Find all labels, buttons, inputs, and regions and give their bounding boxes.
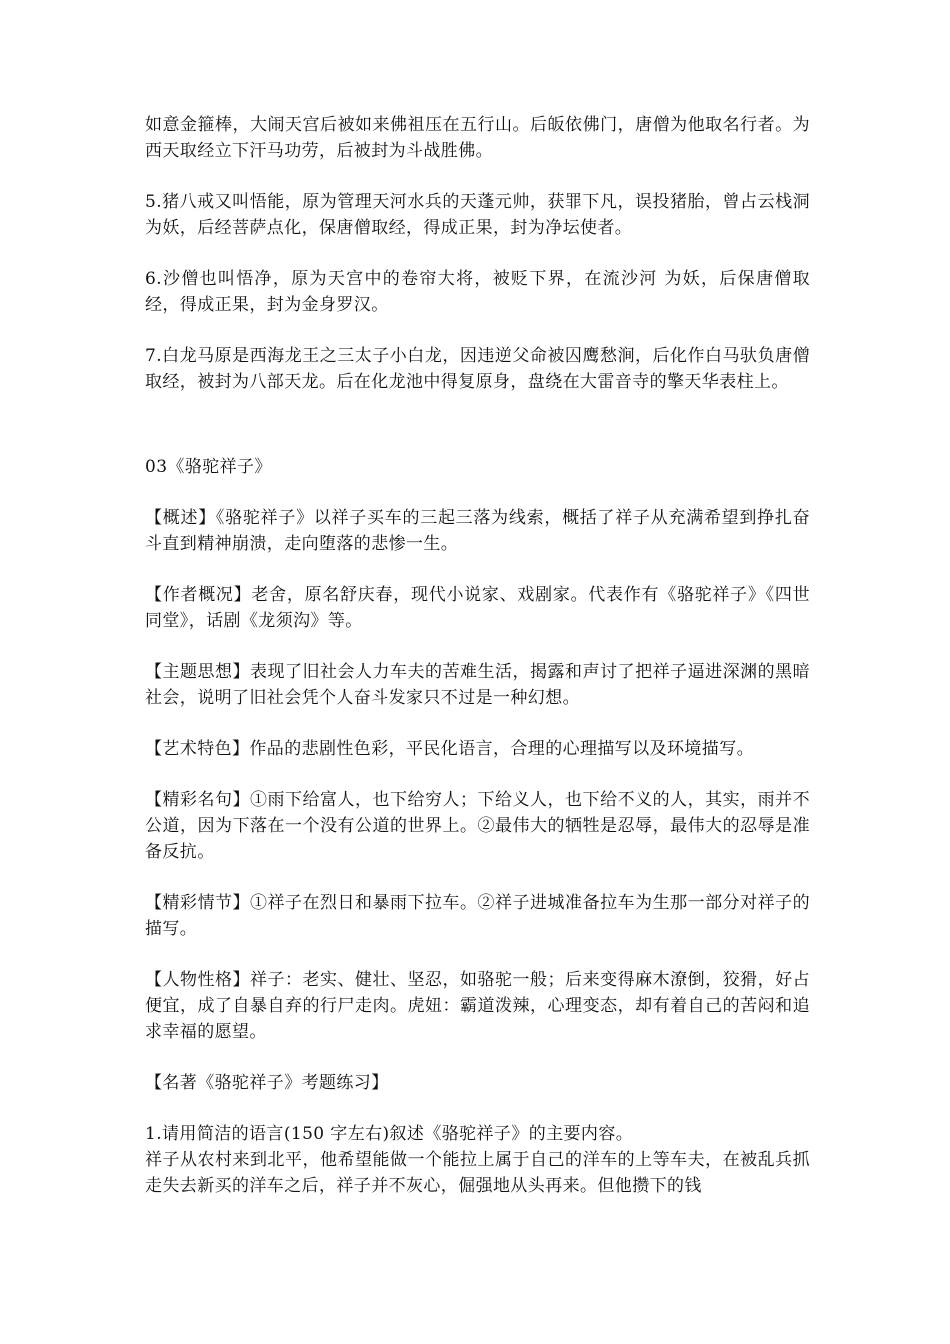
- section-title: 03《骆驼祥子》: [145, 457, 272, 477]
- question-1: 1.请用简洁的语言(150 字左右)叙述《骆驼祥子》的主要内容。: [145, 1124, 634, 1144]
- paragraph-characters: 【人物性格】祥子：老实、健壮、坚忍，如骆驼一般；后来变得麻木潦倒，狡猾，好占便宜，成了自暴自弃的行尸走肉。虎妞：霸道泼辣，心理变态，却有着自己的苦闷和追求幸福的愿望。: [145, 970, 810, 1042]
- exercise-title: 【名著《骆驼祥子》考题练习】: [145, 1073, 389, 1093]
- paragraph-art: 【艺术特色】作品的悲剧性色彩，平民化语言，合理的心理描写以及环境描写。: [145, 739, 754, 759]
- paragraph-white-dragon-horse: 7.白龙马原是西海龙王之三太子小白龙，因违逆父命被囚鹰愁涧，后化作白马驮负唐僧取经，被封为八部天龙。后在化龙池中得复原身，盘绕在大雷音寺的擎天华表柱上。: [145, 346, 810, 392]
- paragraph-plots: 【精彩情节】①祥子在烈日和暴雨下拉车。②祥子进城准备拉车为生那一部分对祥子的描写。: [145, 893, 810, 939]
- paragraph-sun-wukong: 如意金箍棒，大闹天宫后被如来佛祖压在五行山。后皈依佛门，唐僧为他取名行者。为西天取经立下汗马功劳，后被封为斗战胜佛。: [145, 115, 810, 161]
- paragraph-author: 【作者概况】老舍，原名舒庆春，现代小说家、戏剧家。代表作有《骆驼祥子》《四世同堂》，话剧《龙须沟》等。: [145, 585, 810, 631]
- answer-1: 祥子从农村来到北平，他希望能做一个能拉上属于自己的洋车的上等车夫，在被乱兵抓走失去新买的洋车之后，祥子并不灰心，倔强地从头再来。但他攒下的钱: [145, 1150, 810, 1196]
- paragraph-sha-seng: 6.沙僧也叫悟净，原为天宫中的卷帘大将，被贬下界，在流沙河 为妖，后保唐僧取经，得成正果，封为金身罗汉。: [145, 269, 810, 315]
- paragraph-zhu-bajie: 5.猪八戒又叫悟能，原为管理天河水兵的天蓬元帅，获罪下凡，误投猪胎，曾占云栈洞为妖，后经菩萨点化，保唐僧取经，得成正果，封为净坛使者。: [145, 192, 810, 238]
- paragraph-overview: 【概述】《骆驼祥子》以祥子买车的三起三落为线索，概括了祥子从充满希望到挣扎奋斗直到精神崩溃，走向堕落的悲惨一生。: [145, 508, 810, 554]
- paragraph-theme: 【主题思想】表现了旧社会人力车夫的苦难生活，揭露和声讨了把祥子逼进深渊的黑暗社会，说明了旧社会凭个人奋斗发家只不过是一种幻想。: [145, 662, 810, 708]
- paragraph-quotes: 【精彩名句】①雨下给富人，也下给穷人；下给义人，也下给不义的人，其实，雨并不公道，因为下落在一个没有公道的世界上。②最伟大的牺牲是忍辱，最伟大的忍辱是准备反抗。: [145, 790, 810, 862]
